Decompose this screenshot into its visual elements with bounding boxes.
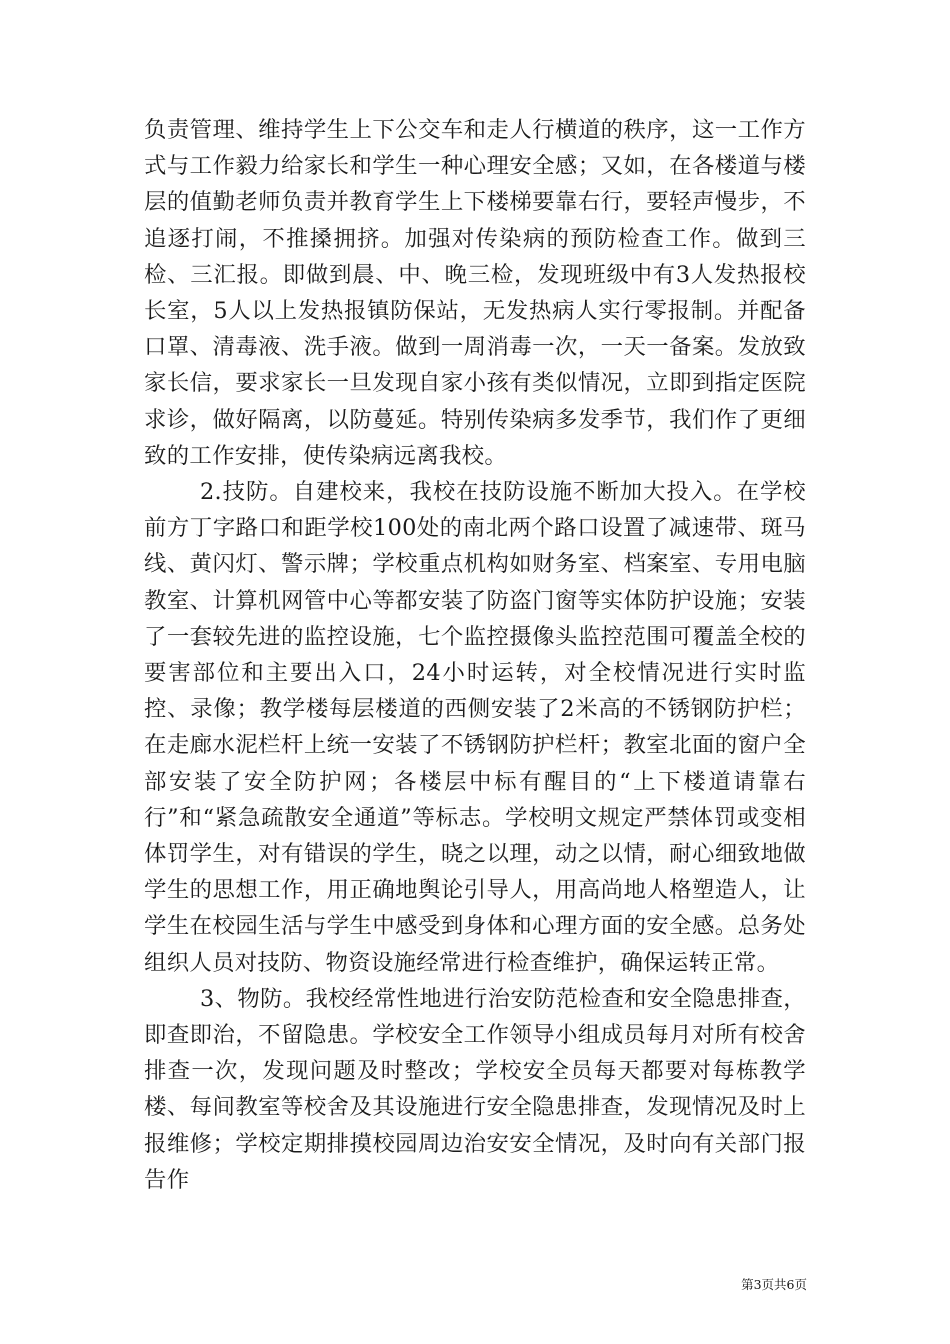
document-body <box>144 112 806 1198</box>
paragraph-1: 负责管理、维持学生上下公交车和走人行横道的秩序，这一工作方式与工作毅力给家长和学生一种心理安全感；又如，在各楼道与楼层的值勤老师负责并教育学生上下楼梯要靠右行，要轻声慢步，不追逐打闹，不推搡拥挤。加强对传染病的预防检查工作。做到三检、三汇报。即做到晨、中、晚三检，发现班级中有3人发热报校长室，5人以上发热报镇防保站，无发热病人实行零报制。并配备口罩、清毒液、洗手液。做到一周消毒一次，一天一备案。发放致家长信，要求家长一旦发现自家小孩有类似情况，立即到指定医院求诊，做好隔离，以防蔓延。特别传染病多发季节，我们作了更细致的工作安排，使传染病远离我校。 <box>144 117 806 469</box>
paragraph-2-technical-defense: 2.技防。自建校来，我校在技防设施不断加大投入。在学校前方丁字路口和距学校100处的南北两个路口设置了减速带、斑马线、黄闪灯、警示牌；学校重点机构如财务室、档案室、专用电脑教室、计算机网管中心等都安装了防盗门窗等实体防护设施；安装了一套较先进的监控设施，七个监控摄像头监控范围可覆盖全校的要害部位和主要出入口，24小时运转，对全校情况进行实时监控、录像；教学楼每层楼道的西侧安装了2米高的不锈钢防护栏；在走廊水泥栏杆上统一安装了不锈钢防护栏杆；教室北面的窗户全部安装了安全防护网；各楼层中标有醒目的“上下楼道请靠右行”和“紧急疏散安全通道”等标志。学校明文规定严禁体罚或变相体罚学生，对有错误的学生，晓之以理，动之以情，耐心细致地做学生的思想工作，用正确地舆论引导人，用高尚地人格塑造人，让学生在校园生活与学生中感受到身体和心理方面的安全感。总务处组织人员对技防、物资设施经常进行检查维护，确保运转正常。 <box>144 479 806 976</box>
page-number: 第3页共6页 <box>741 1277 807 1292</box>
paragraph-3-physical-defense: 3、物防。我校经常性地进行治安防范检查和安全隐患排查，即查即治，不留隐患。学校安全工作领导小组成员每月对所有校舍排查一次，发现问题及时整改；学校安全员每天都要对每栋教学楼、每间教室等校舍及其设施进行安全隐患排查，发现情况及时上报维修；学校定期排摸校园周边治安安全情况，及时向有关部门报告作 <box>144 985 806 1193</box>
